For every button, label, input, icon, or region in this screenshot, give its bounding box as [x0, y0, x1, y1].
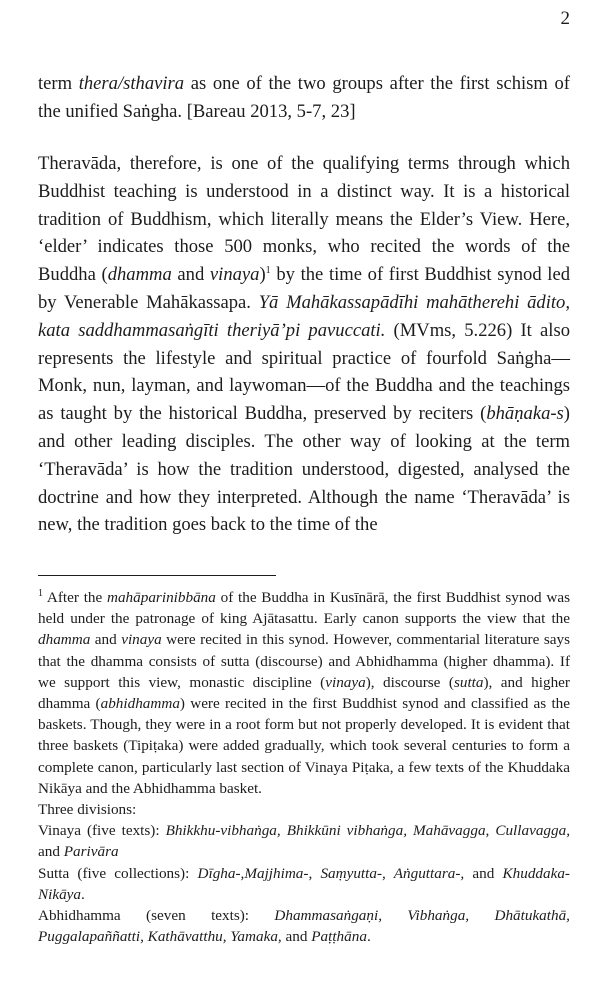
footnote-reference[interactable]: 1	[265, 265, 271, 276]
text-segment: term	[38, 73, 79, 94]
division-label: Abhidhamma (seven texts):	[38, 907, 275, 925]
division-vinaya	[38, 820, 570, 862]
division-label: Sutta (five collections):	[38, 864, 198, 882]
footnote-marker: 1	[38, 587, 43, 599]
italic-term: bhāṇaka-s	[486, 403, 564, 425]
italic-term: mahāparinibbāna	[107, 589, 216, 606]
body-paragraph-2	[38, 150, 570, 539]
italic-term: thera/sthavira	[78, 73, 185, 94]
text-segment: .	[366, 928, 371, 946]
body-paragraph-1	[38, 70, 570, 126]
division-texts-last: Khuddaka-Nikāya	[38, 864, 570, 903]
division-abhidhamma	[38, 905, 570, 947]
italic-term: sutta	[453, 673, 484, 691]
page-number: 2	[560, 8, 570, 29]
text-segment: and	[38, 843, 64, 861]
text-segment: and	[464, 864, 503, 882]
pali-quotation: Yā Mahākassapādīhi mahātherehi ādito, kata saddhammasaṅgīti theriyā’pi pavuccati.	[38, 291, 570, 341]
footnote-1	[38, 587, 570, 799]
text-segment: by the time of first Buddhist synod led by Venerable Mahākassapa.	[38, 264, 570, 313]
text-segment: ), discourse (	[365, 673, 454, 691]
division-texts-last: Paṭṭhāna	[311, 928, 367, 946]
division-sutta	[38, 863, 570, 905]
text-segment: and	[90, 631, 122, 649]
text-segment: .	[81, 885, 85, 903]
text-segment: )	[259, 264, 266, 286]
italic-term: vinaya	[209, 264, 260, 286]
italic-term: dhamma	[107, 264, 172, 286]
italic-term: vinaya	[325, 673, 366, 691]
text-segment: ) were recited in the first Buddhist synod and classified as the baskets. Though, they were in a root form but not properly developed. It is evident that three baskets (Tipiṭaka) were added gradually, which took several centuries to form a complete canon, particularly last section of Vinaya Piṭaka, a few texts of the Khuddaka Nikāya and the Abhidhamma basket.	[38, 695, 570, 797]
division-texts-last: Parivāra	[63, 843, 119, 861]
italic-term: dhamma	[38, 631, 91, 649]
division-texts: Dīgha-,Majjhima-, Saṃyutta-, Aṅguttara-,	[197, 864, 465, 882]
divisions-heading: Three divisions:	[38, 801, 137, 819]
italic-term: abhidhamma	[100, 695, 180, 713]
text-segment: of the Buddha in Kusīnārā, the first Buddhist synod was held under the patronage of king Ajātasattu. Early canon supports the view that the	[38, 589, 570, 628]
text-segment: After the	[43, 589, 107, 606]
division-texts: Dhammasaṅgaṇi, Vibhaṅga, Dhātukathā, Puggalapaññatti, Kathāvatthu, Yamaka,	[38, 907, 570, 946]
text-segment: (MVms, 5.226) It also represents the lifestyle and spiritual practice of fourfold Saṅgha—Monk, nun, layman, and laywoman—of the Buddha and the teachings as taught by the historical Buddha, preserved by reciters (	[38, 319, 570, 425]
text-segment: and	[171, 264, 210, 286]
text-segment: ), and higher dhamma (	[38, 673, 570, 713]
text-segment: ) and other leading disciples. The other way of looking at the term ‘Theravāda’ is how the tradition understood, digested, analysed the doctrine and how they interpreted. Although the name ‘Theravāda’ is new, the tradition goes back to the time of the	[38, 403, 570, 536]
text-segment: as one of the two groups after the first schism of the unified Saṅgha. [Bareau 2013, 5-7, 23]	[38, 73, 570, 122]
text-segment: Theravāda, therefore, is one of the qualifying terms through which Buddhist teaching is understood in a distinct way. It is a historical tradition of Buddhism, which literally means the Elder’s View. Here, ‘elder’ indicates those 500 monks, who recited the words of the Buddha (	[38, 153, 570, 286]
italic-term: vinaya	[121, 631, 162, 649]
division-texts: Bhikkhu-vibhaṅga, Bhikkūni vibhaṅga, Mahāvagga, Cullavagga,	[165, 822, 570, 840]
text-segment: were recited in this synod. However, commentarial literature says that the dhamma consists of sutta (discourse) and Abhidhamma (higher dhamma). If we support this view, monastic discipline (	[38, 631, 570, 691]
text-segment: and	[281, 928, 312, 946]
footnote-divider	[38, 575, 276, 576]
division-label: Vinaya (five texts):	[38, 822, 166, 840]
footnote-section	[38, 587, 570, 947]
